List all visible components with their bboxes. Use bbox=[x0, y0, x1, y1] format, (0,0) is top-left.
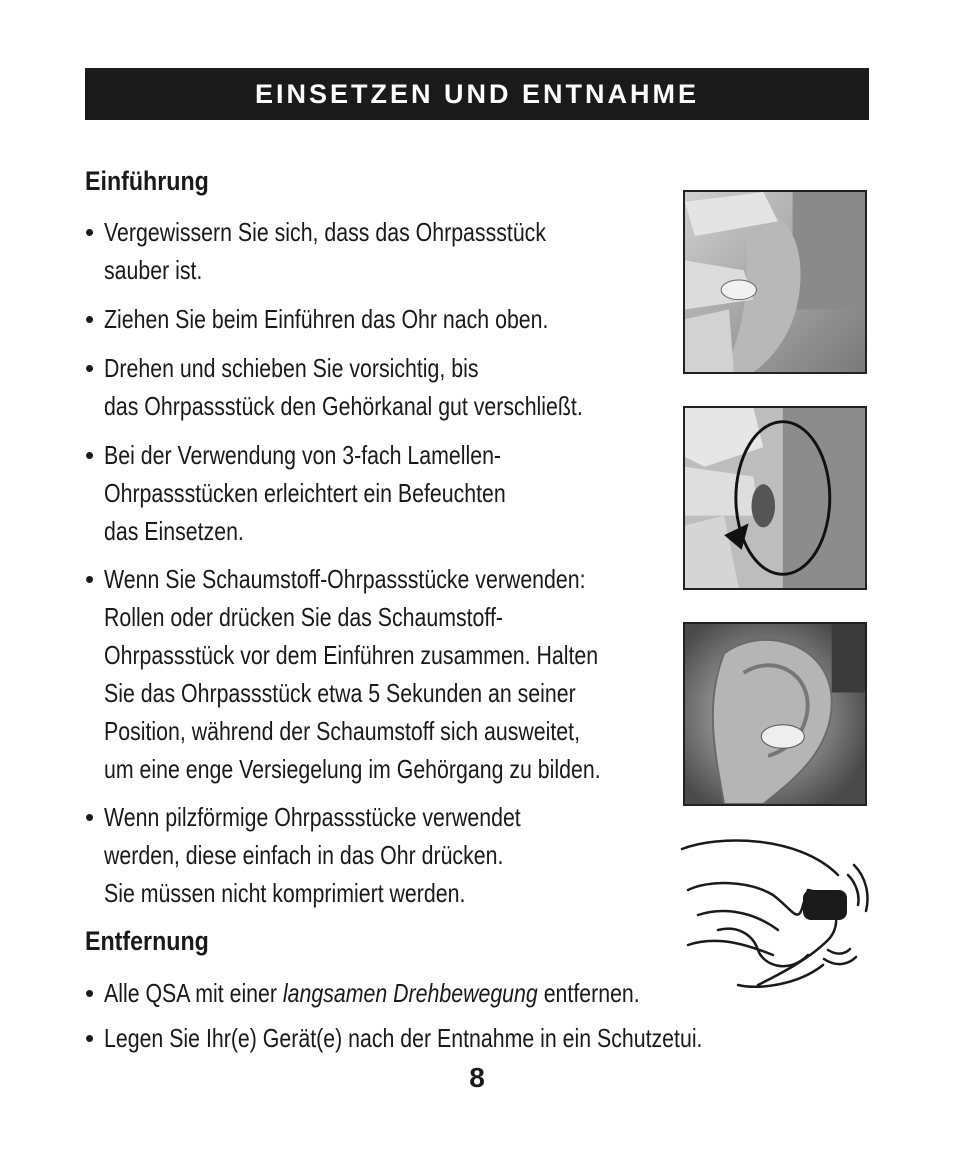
page-header bbox=[85, 68, 869, 120]
emphasis-text: langsamen Drehbewegung bbox=[282, 978, 538, 1008]
insertion-photo-twist bbox=[683, 406, 867, 590]
inserted-earplug-photo bbox=[683, 622, 867, 806]
header-title: EINSETZEN UND ENTNAHME bbox=[254, 78, 699, 109]
page-number: 8 bbox=[469, 1062, 485, 1093]
insertion-photo-pull-ear bbox=[683, 190, 867, 374]
compress-foam-plug-drawing bbox=[678, 835, 874, 995]
removal-heading: Entfernung bbox=[85, 926, 209, 956]
insertion-heading: Einführung bbox=[85, 166, 209, 196]
